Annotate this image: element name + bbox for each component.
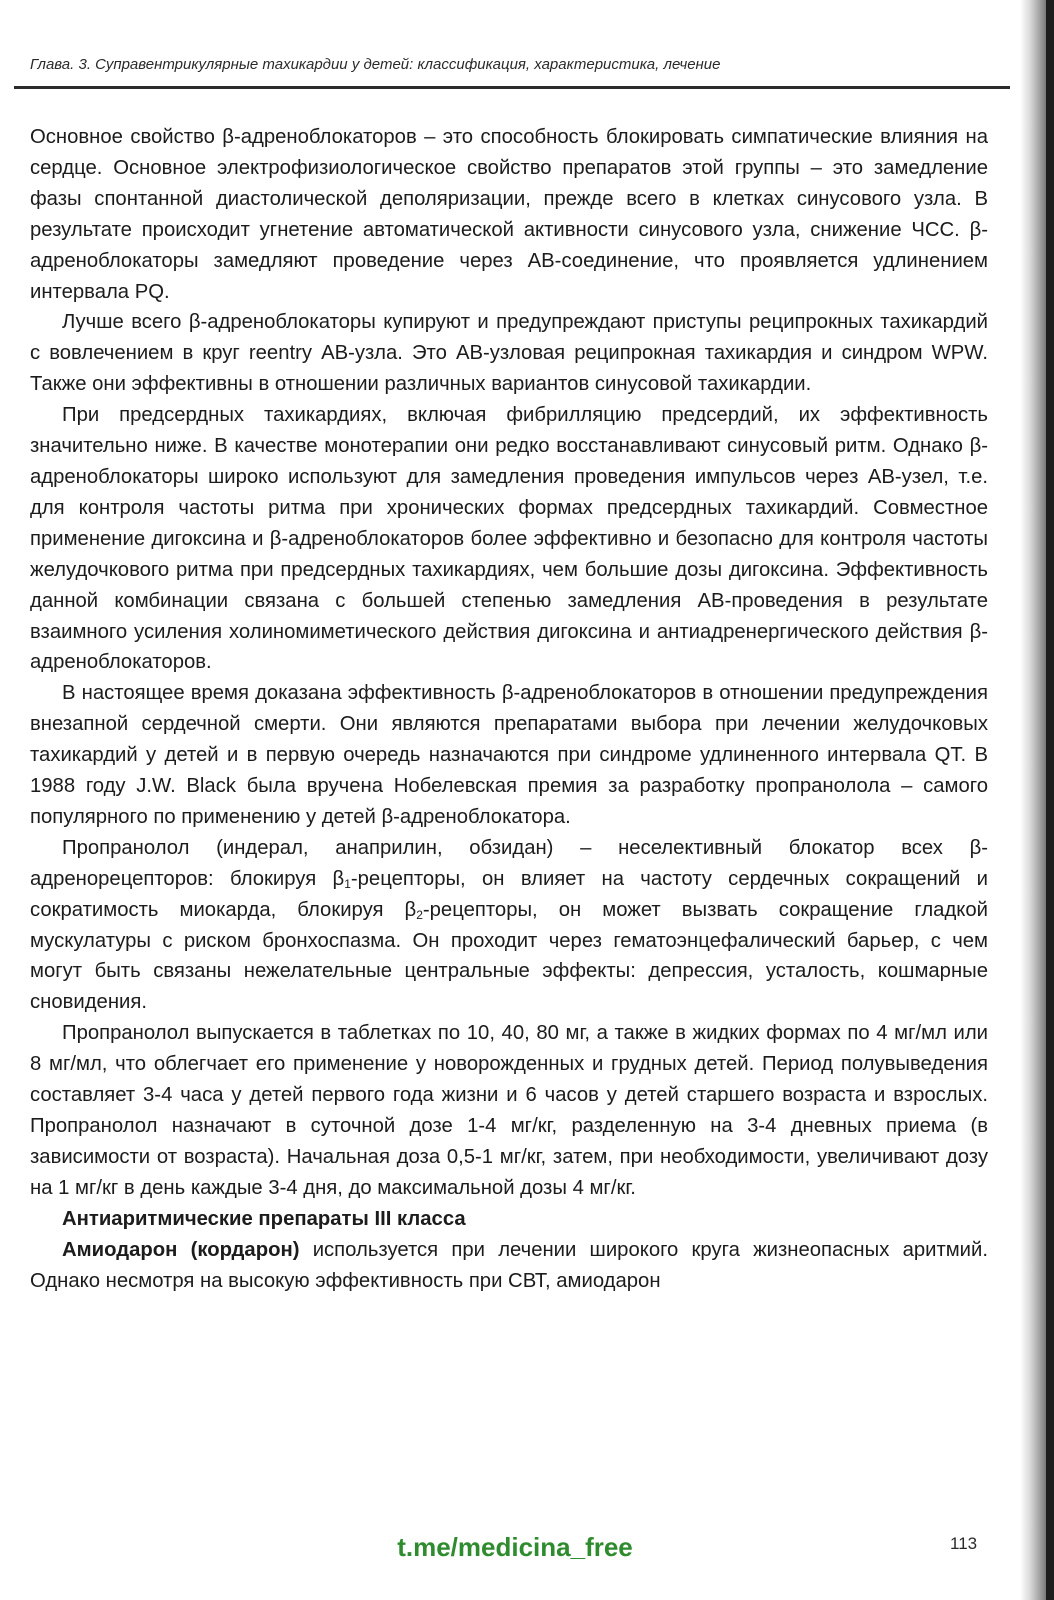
paragraph-sudden-death: В настоящее время доказана эффективность β-адреноблокаторов в отношении предупреждения внезапной сердечной смерти. Они являются препаратами выбора при лечении желудочковых тахикардий у детей и в первую очередь назначаются при синдроме удлиненного интервала QT. В 1988 году J.W. Black была вручена Нобелевская премия за разработку пропранолола – самого популярного по применению у детей β-адреноблокатора.: [30, 682, 988, 828]
running-header: Глава. 3. Суправентрикулярные тахикардии у детей: классификация, характеристика, лечение: [30, 56, 721, 73]
paragraph-amiodarone: [30, 1235, 988, 1297]
page-edge-border: [1046, 0, 1054, 1600]
paragraph-reciprocal-tachycardia: Лучше всего β-адреноблокаторы купируют и предупреждают приступы реципрокных тахикардий с вовлечением в круг reentry АВ-узла. Это АВ-узловая реципрокная тахикардия и синдром WPW. Также они эффективны в отношении различных вариантов синусовой тахикардии.: [30, 311, 988, 396]
footer-link[interactable]: t.me/medicina_free: [397, 1532, 633, 1562]
header-rule: [14, 86, 1010, 89]
drug-name: Амиодарон (кордарон): [62, 1238, 300, 1261]
subscript: 1: [344, 876, 351, 891]
paragraph-atrial-tachycardia: При предсердных тахикардиях, включая фибрилляцию предсердий, их эффективность значительно ниже. В качестве монотерапии они редко восстанавливают синусовый ритм. Однако β-адреноблокаторы широко используют для замедления проведения импульсов через АВ-узел, т.е. для контроля частоты ритма при хронических формах предсердных тахикардий. Совместное применение дигоксина и β-адреноблокаторов более эффективно и безопасно для контроля частоты желудочкового ритма при предсердных тахикардиях, чем большие дозы дигоксина. Эффективность данной комбинации связана с большей степенью замедления АВ-проведения в результате взаимного усиления холиномиметического действия дигоксина и антиадренергического действия β-адреноблокаторов.: [30, 404, 988, 674]
paragraph-propranolol-dosage: Пропранолол выпускается в таблетках по 10, 40, 80 мг, а также в жидких формах по 4 мг/мл или 8 мг/мл, что облегчает его применение у новорожденных и грудных детей. Период полувыведения составляет 3-4 часа у детей первого года жизни и 6 часов у детей старшего возраста и взрослых. Пропранолол назначают в суточной дозе 1-4 мг/кг, разделенную на 3-4 дневных приема (в зависимости от возраста). Начальная доза 0,5-1 мг/кг, затем, при необходимости, увеличивают дозу на 1 мг/кг в день каждые 3-4 дня, до максимальной дозы 4 мг/кг.: [30, 1022, 988, 1199]
paragraph-beta-blockers-properties: Основное свойство β-адреноблокаторов – это способность блокировать симпатические влияния на сердце. Основное электрофизиологическое свойство препаратов этой группы – это замедление фазы спонтанной диастолической деполяризации, прежде всего в клетках синусового узла. В результате происходит угнетение автоматической активности синусового узла, снижение ЧСС. β-адреноблокаторы замедляют проведение через АВ-соединение, что проявляется удлинением интервала PQ.: [30, 126, 988, 303]
paragraph-propranolol-description: [30, 833, 988, 1018]
subscript: 2: [416, 907, 423, 922]
page-number: 113: [950, 1534, 978, 1553]
paragraph-text: Пропранолол (индерал, анаприлин, обзидан) – неселективный блокатор всех β-адренорецепторов: блокируя β: [30, 836, 988, 890]
paragraph-text: используется при лечении широкого круга жизнеопасных аритмий. Однако несмотря на высокую эффективность при СВТ, амиодарон: [30, 1238, 988, 1292]
paragraph-text: -рецепторы, он влияет на частоту сердечных сокращений и сократимость миокарда, блокируя β: [30, 867, 989, 921]
paragraph-text: -рецепторы, он может вызвать сокращение гладкой мускулатуры с риском бронхоспазма. Он проходит через гематоэнцефалический барьер, с чем могут быть связаны нежелательные центральные эффекты: депрессия, усталость, кошмарные сновидения.: [30, 898, 988, 1014]
body-text: [30, 122, 988, 1296]
section-heading: Антиаритмические препараты III класса: [62, 1207, 466, 1230]
